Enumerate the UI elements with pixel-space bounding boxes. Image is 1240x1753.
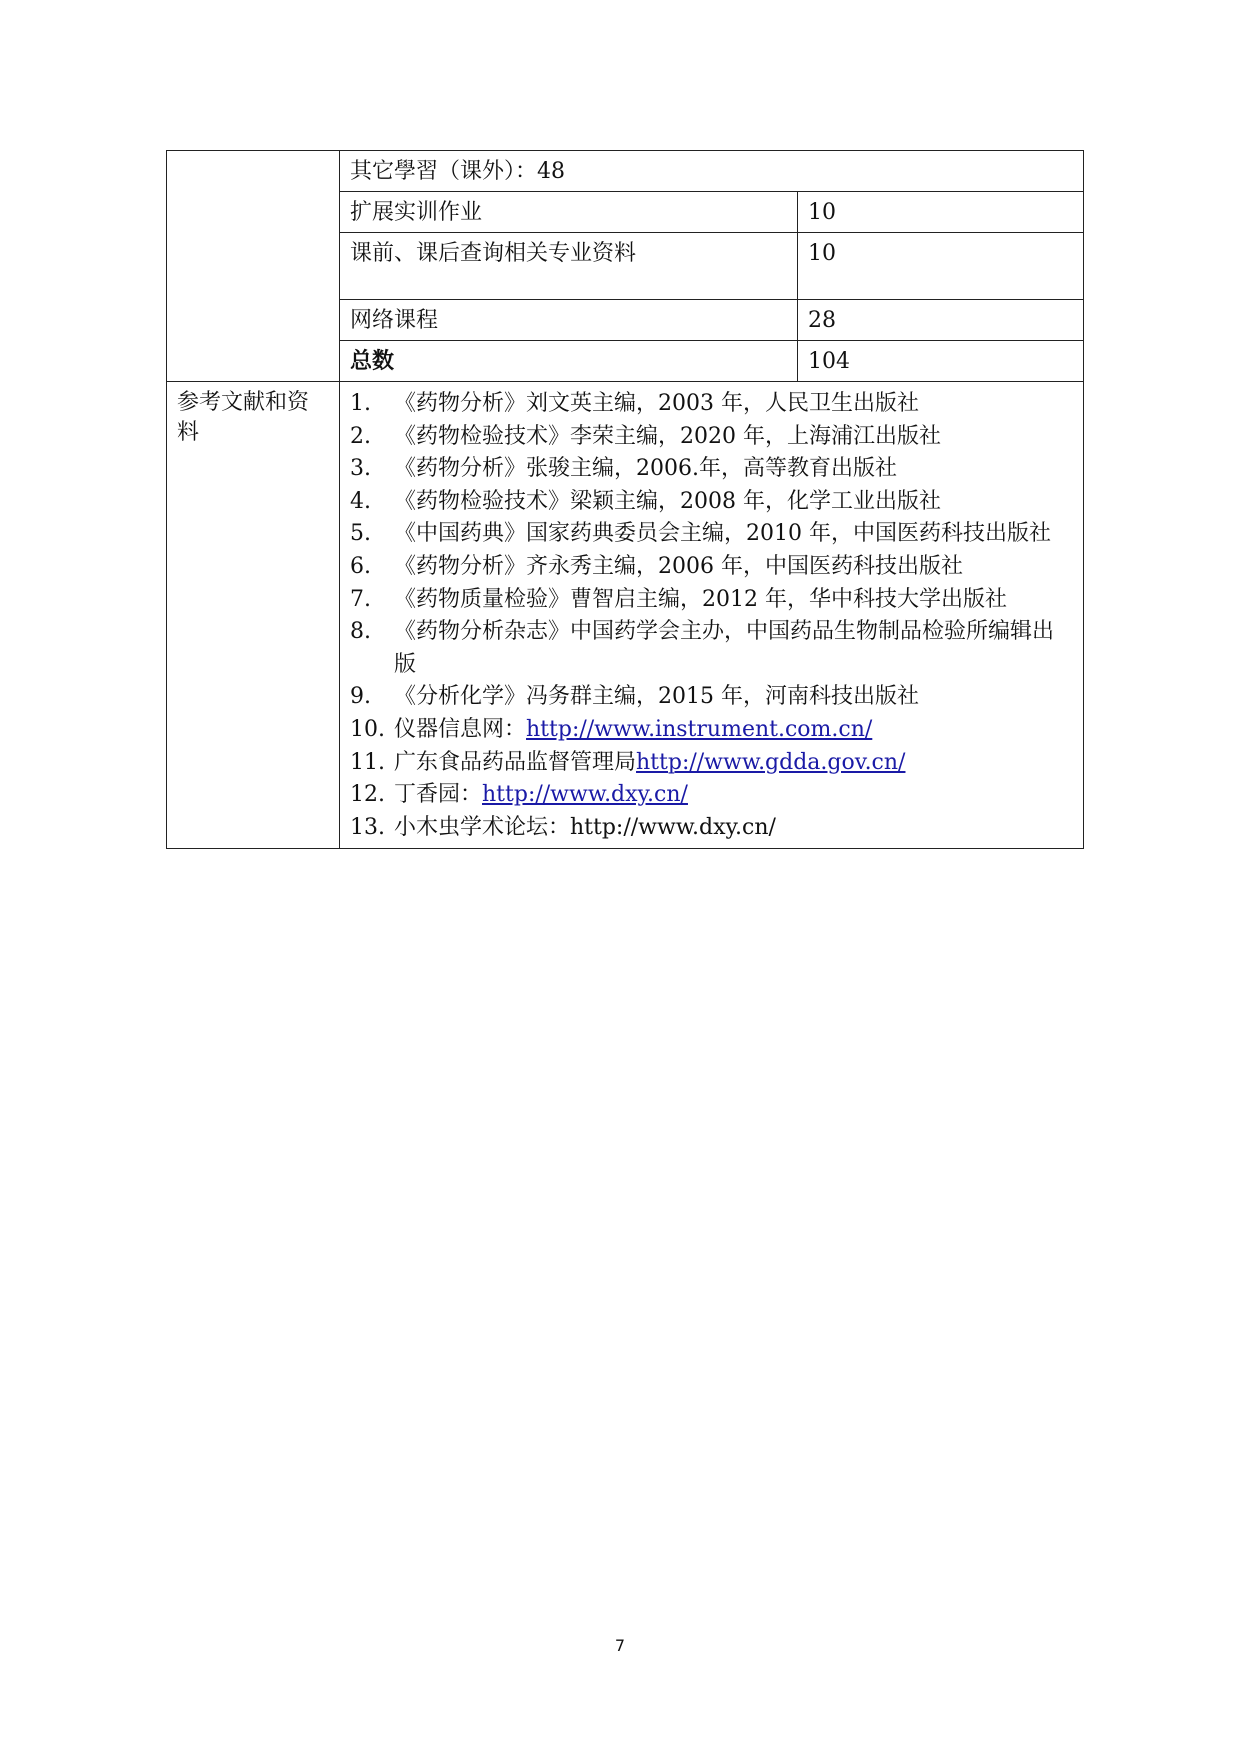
reference-item [350,714,1073,747]
reference-text-wrap [394,518,1073,551]
row-item: 网络课程 [340,300,798,341]
reference-item [350,388,1073,421]
reference-number: 4. [350,488,371,514]
row-value: 10 [798,192,1084,233]
page-number: 7 [614,1636,626,1655]
reference-number: 5. [350,521,371,547]
row-item: 课前、课后查询相关专业资料 [340,233,798,300]
reference-number: 7. [350,586,371,612]
reference-item [350,779,1073,812]
reference-item [350,486,1073,519]
row-value: 28 [798,300,1084,341]
reference-link[interactable]: http://www.gdda.gov.cn/ [636,749,906,775]
reference-text: 小木虫学术论坛：http://www.dxy.cn/ [394,814,776,840]
references-row [167,382,1084,849]
reference-item [350,518,1073,551]
reference-number: 9. [350,684,371,710]
reference-number: 12. [350,782,385,808]
reference-text: 《药物检验技术》李荣主编，2020 年，上海浦江出版社 [394,423,941,449]
reference-text: 丁香园： [394,782,483,808]
reference-item [350,453,1073,486]
reference-number: 6. [350,553,371,579]
references-label: 参考文献和资料 [167,382,340,849]
reference-text-wrap [394,747,1073,780]
reference-text-wrap [394,453,1073,486]
reference-number: 2. [350,423,371,449]
reference-text: 广东食品药品监督管理局 [394,749,637,775]
empty-left-cell [167,151,340,382]
total-label: 总数 [340,341,798,382]
reference-text-wrap [394,779,1073,812]
reference-text-wrap [394,812,1073,845]
reference-number: 13. [350,814,385,840]
reference-text-wrap [394,421,1073,454]
reference-text: 《药物检验技术》梁颖主编，2008 年，化学工业出版社 [394,488,941,514]
row-item: 扩展实训作业 [340,192,798,233]
total-value: 104 [798,341,1084,382]
reference-item [350,551,1073,584]
reference-number: 3. [350,456,371,482]
reference-number: 10. [350,716,385,742]
reference-item [350,681,1073,714]
reference-text-wrap [394,714,1073,747]
other-study-label: 其它學習（课外）：48 [340,151,1084,192]
reference-text-wrap [394,388,1073,421]
reference-text-wrap [394,616,1073,681]
reference-text-wrap [394,584,1073,617]
reference-number: 11. [350,749,385,775]
course-hours-table [166,150,1084,849]
reference-number: 1. [350,391,371,416]
reference-text: 《药物分析杂志》中国药学会主办，中国药品生物制品检验所编辑出版 [394,619,1055,677]
reference-text-wrap [394,486,1073,519]
table-row [167,151,1084,192]
reference-text: 《药物分析》齐永秀主编，2006 年，中国医药科技出版社 [394,553,963,579]
references-cell [340,382,1084,849]
reference-item [350,421,1073,454]
row-value: 10 [798,233,1084,300]
references-list [350,388,1073,844]
reference-text-wrap [394,551,1073,584]
reference-link[interactable]: http://www.dxy.cn/ [482,782,688,808]
reference-text: 《药物分析》刘文英主编，2003 年，人民卫生出版社 [394,391,919,416]
reference-number: 8. [350,619,371,645]
reference-item [350,747,1073,780]
reference-text: 《中国药典》国家药典委员会主编，2010 年，中国医药科技出版社 [394,521,1051,547]
reference-item [350,616,1073,681]
reference-text: 《药物质量检验》曹智启主编，2012 年，华中科技大学出版社 [394,586,1007,612]
reference-link[interactable]: http://www.instrument.com.cn/ [526,716,873,742]
reference-text: 《药物分析》张骏主编，2006.年，高等教育出版社 [394,456,897,482]
reference-text-wrap [394,681,1073,714]
reference-item [350,584,1073,617]
reference-item [350,812,1073,845]
reference-text: 《分析化学》冯务群主编，2015 年，河南科技出版社 [394,684,919,710]
reference-text: 仪器信息网： [394,716,527,742]
